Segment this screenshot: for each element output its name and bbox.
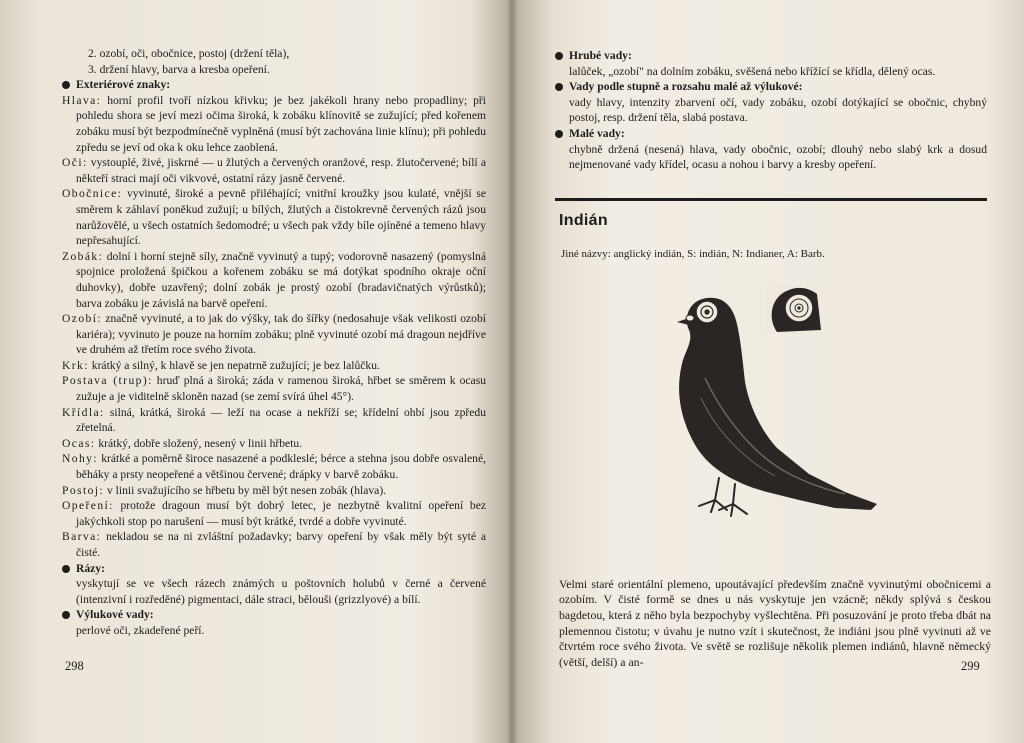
list-line: 3. držení hlavy, barva a kresba opeření.	[88, 62, 270, 76]
right-page-faults	[555, 48, 987, 173]
disqualifying-faults-text: perlové oči, zkadeřené peří.	[76, 623, 205, 637]
right-page	[519, 0, 1024, 743]
varieties-heading: Rázy:	[62, 561, 486, 577]
breed-description: Velmi staré orientální plemeno, upoutávající především značně vyvinutými obočnicemi a ozobím. V čisté formě se dnes u nás vyskytuje jen vzácně; někdy splývá s českou bagdetou, která z něho byla bezpochyby vyšlechtěna. Při posuzování je proto třeba dbát na plemennou čistotu; v úvahu je nutno vzít i skutečnost, že indiáni jsou plně vyvinuti až ve čtvrtém roce svého života. Ve světě se rozlišuje několik plemen indiánů, hlavně německý (větší, delší) a an-	[559, 576, 991, 669]
trait-eyes: Oči: vystouplé, živé, jiskrné — u žlutých a červených oranžové, resp. žlutočervené; bílí a někteří straci mají oči vikvové, ostatní rázy jasně červené.	[62, 156, 486, 185]
graded-faults-text: vady hlavy, intenzity zbarvení očí, vady zobáku, ozobí dotýkající se obočnic, chybný postoj, resp. držení těla, slabá postava.	[569, 95, 987, 125]
left-page	[0, 0, 505, 743]
pigeon-eye	[704, 309, 709, 314]
trait-color: Barva: nekladou se na ni zvláštní požadavky; barvy opeření by však měly být syté a čisté.	[62, 530, 486, 559]
coarse-faults-text: lalůček, „ozobí" na dolním zobáku, svěšená nebo křížící se křídla, dělený ocas.	[569, 64, 936, 78]
pigeon-illustration	[649, 278, 949, 538]
varieties-text: vyskytují se ve všech rázech známých u poštovních holubů v černé a červené (intenzivní i rozředěné) pigmentaci, dále straci, bělouši (grizzlyové) a bílí.	[76, 577, 486, 606]
trait-wattle: Ozobí: značně vyvinuté, a to jak do výšky, tak do šířky (nedosahuje však velikosti ozobí kariéra); vyvinuto je pouze na horním zobáku; plně vyvinuté ozobí má dragoun nejdříve ve druhém až třetím roce svého života.	[62, 312, 486, 357]
minor-faults-heading: Malé vady:	[555, 126, 987, 142]
trait-eye-ceres: Obočnice: vyvinuté, široké a pevně přiléhající; vnitřní kroužky jsou kulaté, vnější se směrem k záhlaví poněkud zužují; u bílých, žlutých a čistokrevně červených rázů jsou narůžovělé, u všech ostatních šedomodré; u všech pak vždy bíle ojíněné a temeno hlavy nepřesahující.	[62, 187, 486, 248]
trait-tail: Ocas: krátký, dobře složený, nesený v linii hřbetu.	[62, 436, 303, 450]
bullet-icon	[555, 52, 563, 60]
bullet-icon	[62, 81, 70, 89]
trait-legs: Nohy: krátké a poměrně široce nasazené a podkleslé; bérce a stehna jsou dobře osvalené, běháky a prsty neopeřené a většinou červené; drápky v barvě zobáku.	[62, 452, 486, 482]
trait-stance: Postoj: v linii svažujícího se hřbetu by měl být nesen zobák (hlava).	[62, 483, 387, 497]
trait-neck: Krk: krátký a silný, k hlavě se jen nepatrně zužující; je bez lalůčku.	[62, 358, 380, 372]
coarse-faults-heading: Hrubé vady:	[555, 48, 987, 64]
graded-faults-heading: Vady podle stupně a rozsahu malé až výlukové:	[555, 79, 987, 95]
page-number: 299	[961, 659, 980, 673]
trait-beak: Zobák: dolní i horní stejně síly, značně vyvinutý a tupý; vodorovně nasazený (pomyslná spojnice proložená špičkou a kořenem zobáku se má dotýkat spodního okraje oční duhovky), dobře uzavřený; dolní zobák je prostý ozobí (bradavičnatých výrůstků); barva zobáku je závislá na barvě opeření.	[62, 249, 486, 310]
disqualifying-faults-heading: Výlukové vady:	[62, 607, 486, 623]
bullet-icon	[555, 83, 563, 91]
bullet-icon	[62, 565, 70, 573]
pigeon-legs	[699, 478, 747, 516]
bullet-icon	[555, 130, 563, 138]
minor-faults-text: chybně držená (nesená) hlava, vady obočnic, ozobí; dlouhý nebo slabý krk a dosud nejmenované vady křídel, ocasu a nohou i barvy a kresby opeření.	[569, 142, 987, 172]
section-divider	[555, 198, 987, 201]
left-page-text	[62, 46, 486, 639]
other-names: Jiné názvy: anglický indián, S: indián, N: Indianer, A: Barb.	[561, 248, 825, 260]
trait-plumage: Opeření: protože dragoun musí být dobrý letec, je nezbytně kvalitní opeření bez jakýchkoli stop po narušení — musí být krátké, tvrdé a dobře vyvinuté.	[62, 499, 486, 528]
trait-body: Postava (trup): hruď plná a široká; záda v ramenou široká, hřbet se směrem k ocasu zužuje a je viditelně skloněn nazad (se zemí svírá úhel 45°).	[62, 374, 487, 404]
trait-head: Hlava: horní profil tvoří nízkou křivku; je bez jakékoli hrany nebo propadliny; při pohledu shora se jeví mezi očima široká, k zobáku klínovitě se zužující; před kořenem zobáku musí být bezpodmínečně vyplněná (musí být zachována linie klínu); při pohledu zpředu se jeví od oka k oku lehce zaoblená.	[62, 93, 486, 154]
breed-title: Indián	[559, 212, 608, 229]
page-number: 298	[65, 659, 84, 673]
bullet-icon	[62, 611, 70, 619]
trait-wings: Křídla: silná, krátká, široká — leží na ocase a nekříží se; křídelní ohbí jsou zpředu zřetelná.	[62, 405, 486, 435]
exterior-heading: Exteriérové znaky:	[62, 77, 486, 93]
pigeon-wattle	[686, 315, 694, 321]
list-line: 2. ozobí, oči, obočnice, postoj (držení těla),	[88, 47, 290, 60]
